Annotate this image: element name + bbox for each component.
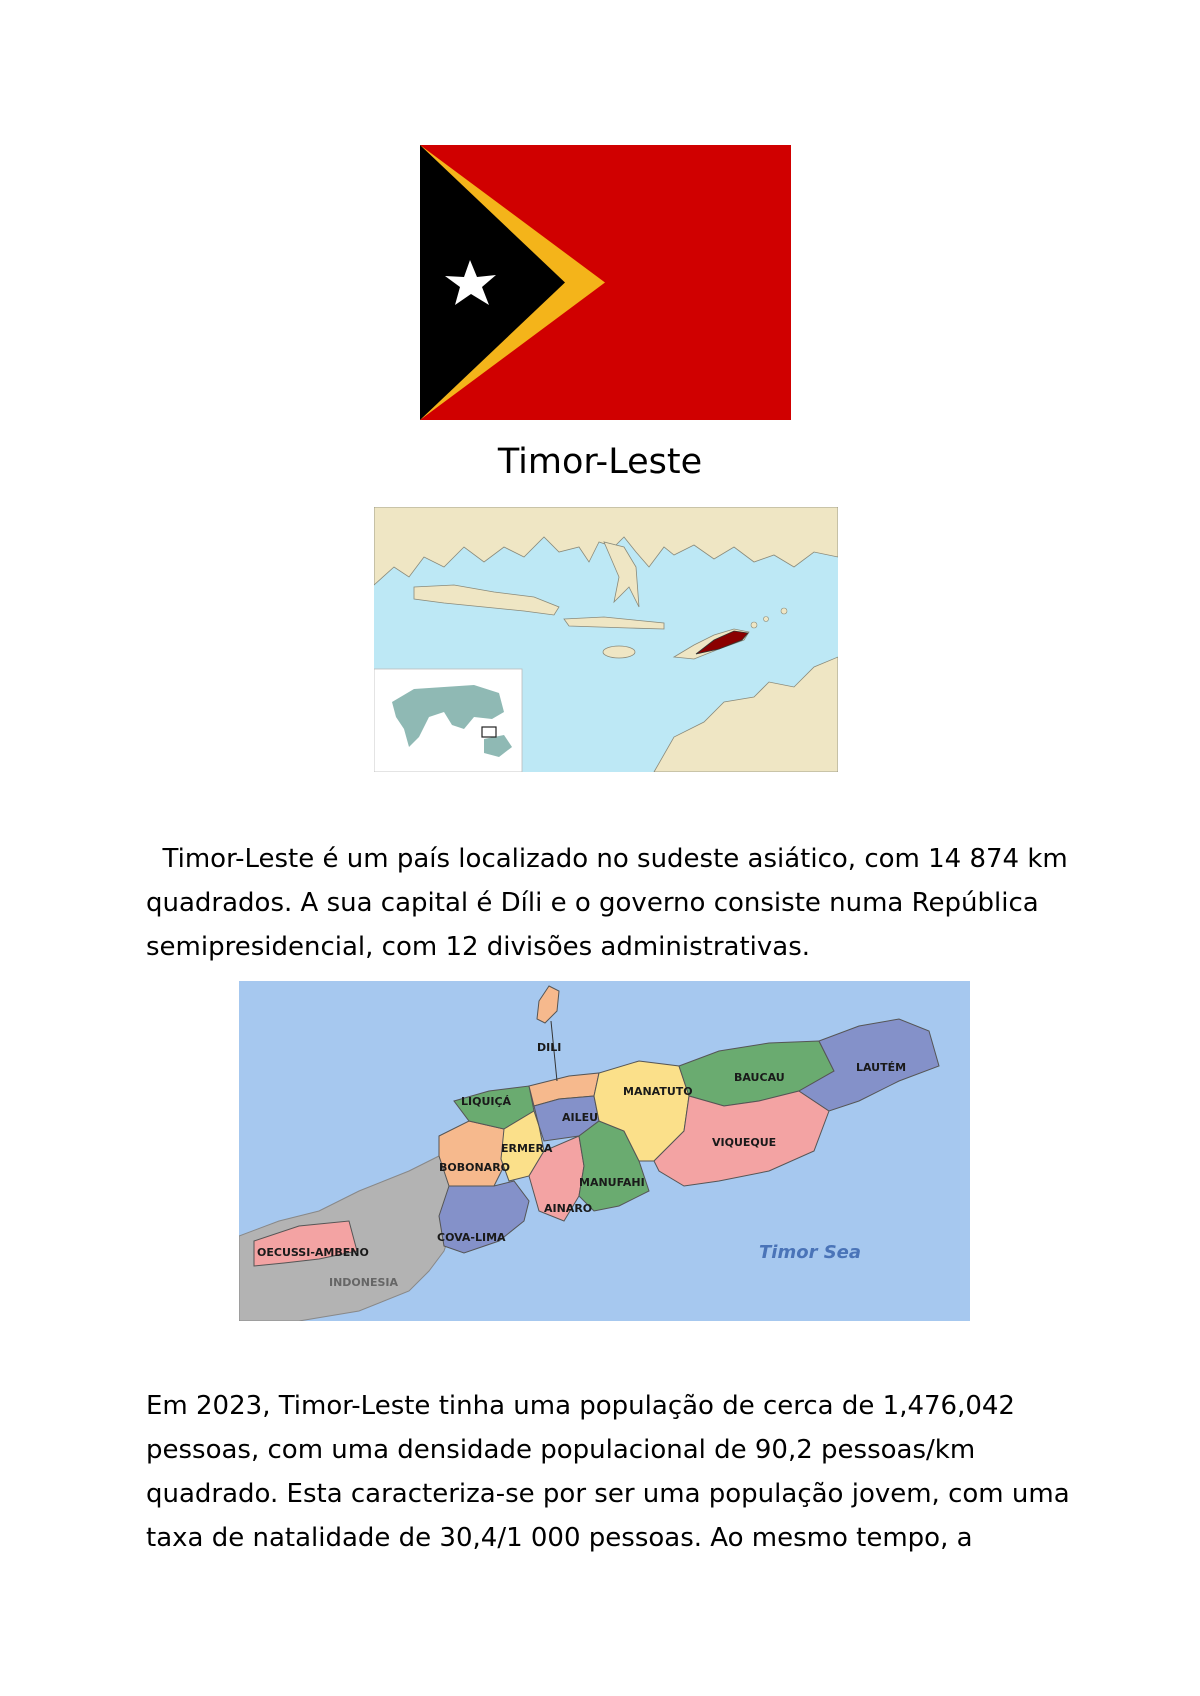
- label-dili: DILI: [537, 1041, 562, 1054]
- label-ermera: ERMERA: [501, 1142, 553, 1155]
- label-liquica: LIQUIÇÁ: [461, 1095, 512, 1108]
- location-map: [374, 507, 838, 772]
- page-title: Timor-Leste: [497, 442, 703, 482]
- paragraph-population: Em 2023, Timor-Leste tinha uma população de cerca de 1,476,042 pessoas, com uma densidade populacional de 90,2 pessoas/km quadrado. Esta caracteriza-se por ser uma população jovem, com uma taxa de natalidade de 30,4/1 000 pessoas. Ao mesmo tempo, a: [146, 1391, 1070, 1553]
- map-island: [764, 617, 769, 622]
- map-island: [781, 608, 787, 614]
- label-aileu: AILEU: [562, 1111, 599, 1124]
- label-lautem: LAUTÉM: [856, 1061, 907, 1074]
- label-cova-lima: COVA-LIMA: [437, 1231, 506, 1244]
- paragraph-intro: Timor-Leste é um país localizado no sudeste asiático, com 14 874 km quadrados. A sua capital é Díli e o governo consiste numa República semipresidencial, com 12 divisões administrativas.: [146, 844, 1077, 962]
- timor-leste-flag: [420, 145, 791, 420]
- label-ainaro: AINARO: [544, 1202, 593, 1215]
- label-timor-sea: Timor Sea: [759, 1242, 862, 1263]
- label-baucau: BAUCAU: [734, 1071, 785, 1084]
- map-island: [751, 622, 757, 628]
- label-manatuto: MANATUTO: [623, 1085, 693, 1098]
- label-viqueque: VIQUEQUE: [712, 1136, 777, 1149]
- label-oecussi: OECUSSI-AMBENO: [257, 1246, 369, 1259]
- label-manufahi: MANUFAHI: [579, 1176, 645, 1189]
- map-land-sumba: [603, 646, 635, 658]
- world-inset-frame: [374, 669, 522, 772]
- label-bobonaro: BOBONARO: [439, 1161, 511, 1174]
- label-indonesia: INDONESIA: [329, 1276, 399, 1289]
- districts-map: [239, 981, 970, 1321]
